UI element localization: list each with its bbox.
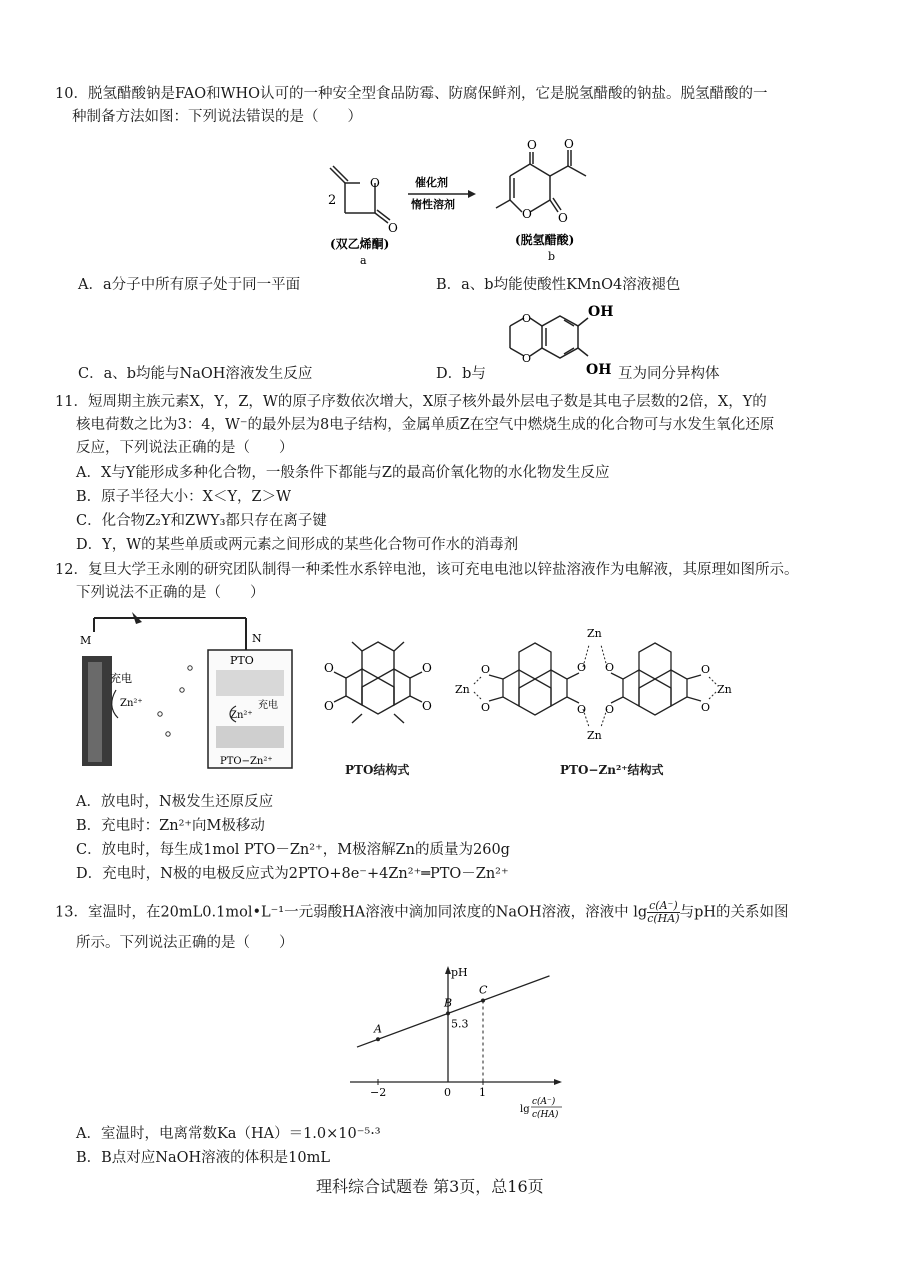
q12-option-b: B．充电时：Zn²⁺向M极移动 bbox=[76, 818, 265, 834]
q10-option-d-structure bbox=[500, 298, 620, 380]
q12-stem-line1: 12．复旦大学王永刚的研究团队制得一种柔性水系锌电池，该可充电电池以锌盐溶液作为电解液，其原理如图所示。 bbox=[55, 562, 799, 578]
label-a: a bbox=[360, 254, 367, 266]
coefficient: 2 bbox=[328, 193, 337, 208]
label-b: b bbox=[548, 250, 556, 263]
atom-o: O bbox=[324, 699, 334, 713]
condition-catalyst: 催化剂 bbox=[415, 176, 448, 189]
q13-option-b: B．B点对应NaOH溶液的体积是10mL bbox=[76, 1150, 331, 1166]
q12-option-a: A．放电时，N极发生还原反应 bbox=[76, 794, 274, 810]
point-label-c: C bbox=[479, 983, 488, 997]
q13-option-a: A．室温时，电离常数Ka（HA）＝1.0×10⁻⁵·³ bbox=[76, 1126, 381, 1142]
q11-option-a: A．X与Y能形成多种化合物，一般条件下都能与Z的最高价氧化物的水化物发生反应 bbox=[76, 465, 610, 481]
data-point-b bbox=[446, 1011, 450, 1015]
oh-bottom: OH bbox=[586, 362, 612, 378]
x-tick-label: 1 bbox=[479, 1086, 486, 1099]
page-footer: 理科综合试题卷 第3页，总16页 bbox=[316, 1177, 544, 1196]
zn-right: Zn bbox=[717, 683, 732, 696]
q12-stem-line2: 下列说法不正确的是（ ） bbox=[76, 585, 265, 601]
electrode-m: M bbox=[80, 634, 92, 647]
pto-zn-caption: PTO−Zn²⁺结构式 bbox=[560, 763, 664, 777]
q13-stem-line2: 所示。下列说法正确的是（ ） bbox=[76, 935, 294, 951]
atom-o: O bbox=[577, 703, 587, 716]
atom-o: O bbox=[481, 663, 491, 676]
q11-stem-line1: 11．短周期主族元素X，Y，Z，W的原子序数依次增大，X原子核外最外层电子数是其电子层数的2倍，X，Y的 bbox=[55, 394, 767, 410]
atom-o: O bbox=[522, 312, 532, 325]
atom-o: O bbox=[422, 699, 432, 713]
x-axis-label: lg bbox=[520, 1104, 530, 1115]
label-charge-right: 充电 bbox=[258, 700, 278, 711]
q11-stem-line2: 核电荷数之比为3：4，W⁻的最外层为8电子结构，金属单质Z在空气中燃烧生成的化合物可与水发生氧化还原 bbox=[76, 417, 775, 433]
atom-o: O bbox=[564, 137, 574, 151]
zn-bottom: Zn bbox=[587, 729, 602, 742]
ratio-fraction bbox=[647, 900, 680, 925]
q10-stem-line1: 10．脱氢醋酸钠是FAO和WHO认可的一种安全型食品防霉、防腐保鲜剂，它是脱氢醋酸的钠盐。脱氢醋酸的一 bbox=[55, 86, 768, 102]
label-charge-left: 充电 bbox=[110, 672, 132, 685]
pto-caption: PTO结构式 bbox=[345, 763, 410, 777]
q12-option-d: D．充电时，N极的电极反应式为2PTO+8e⁻+4Zn²⁺═PTO－Zn²⁺ bbox=[76, 866, 509, 882]
atom-o: O bbox=[558, 211, 568, 225]
atom-o: O bbox=[324, 661, 334, 675]
name-a: (双乙烯酮) bbox=[330, 237, 390, 251]
electrode-n: N bbox=[252, 632, 262, 645]
atom-o: O bbox=[422, 661, 432, 675]
x-axis-label-numerator: c(A⁻) bbox=[532, 1097, 556, 1107]
q10-option-d-post: 互为同分异构体 bbox=[618, 366, 720, 382]
label-pto-zn: PTO−Zn²⁺ bbox=[220, 756, 273, 767]
q10-option-b: B．a、b均能使酸性KMnO4溶液褪色 bbox=[436, 277, 681, 293]
name-b: (脱氢醋酸) bbox=[515, 233, 575, 247]
atom-o: O bbox=[522, 352, 532, 365]
label-zn-right: Zn²⁺ bbox=[230, 710, 253, 721]
data-point-a bbox=[376, 1037, 380, 1041]
x-tick-label: 0 bbox=[444, 1086, 451, 1099]
atom-o: O bbox=[522, 207, 532, 221]
q10-option-d-pre: D．b与 bbox=[436, 366, 486, 382]
q11-option-d: D．Y，W的某些单质或两元素之间形成的某些化合物可作水的消毒剂 bbox=[76, 537, 519, 553]
label-zn-left: Zn²⁺ bbox=[120, 698, 143, 709]
point-label-b: B bbox=[444, 996, 453, 1010]
atom-o: O bbox=[481, 701, 491, 714]
annotation-5-3: 5.3 bbox=[451, 1017, 469, 1031]
atom-o: O bbox=[527, 138, 537, 152]
point-label-a: A bbox=[374, 1022, 382, 1036]
q11-option-c: C．化合物Z₂Y和ZWY₃都只存在离子键 bbox=[76, 513, 327, 529]
zn-top: Zn bbox=[587, 627, 602, 640]
zn-left: Zn bbox=[455, 683, 470, 696]
oh-top: OH bbox=[588, 304, 614, 320]
atom-o: O bbox=[370, 176, 380, 190]
condition-solvent: 惰性溶剂 bbox=[411, 198, 455, 211]
fraction-denominator: c(HA) bbox=[647, 912, 680, 925]
x-axis-arrow bbox=[554, 1079, 562, 1085]
data-point-c bbox=[481, 998, 485, 1002]
q13-stem-line1 bbox=[55, 900, 789, 925]
q11-option-b: B．原子半径大小：X＜Y，Z＞W bbox=[76, 489, 292, 505]
q10-stem-line2: 种制备方法如图：下列说法错误的是（ ） bbox=[72, 109, 362, 125]
q10-option-a: A．a分子中所有原子处于同一平面 bbox=[78, 277, 301, 293]
lg-symbol: lg bbox=[633, 904, 648, 921]
q10-option-c: C．a、b均能与NaOH溶液发生反应 bbox=[78, 366, 313, 382]
series-line bbox=[357, 976, 550, 1047]
q13-stem-pre: 13．室温时，在20mL0.1mol•L⁻¹一元弱酸HA溶液中滴加同浓度的NaOH溶液，溶液中 bbox=[55, 904, 629, 921]
q11-stem-line3: 反应，下列说法正确的是（ ） bbox=[76, 440, 294, 456]
x-axis-label-denominator: c(HA) bbox=[532, 1110, 559, 1120]
q12-battery-diagram bbox=[70, 610, 310, 775]
ph-chart bbox=[340, 960, 600, 1120]
x-tick-label: −2 bbox=[370, 1086, 387, 1099]
atom-o: O bbox=[605, 661, 615, 674]
q10-reaction-scheme bbox=[300, 136, 630, 266]
pto-zn-structure bbox=[455, 615, 735, 755]
pto-structure bbox=[318, 620, 438, 740]
y-axis-label: pH bbox=[451, 966, 468, 979]
q12-option-c: C．放电时，每生成1mol PTO－Zn²⁺，M极溶解Zn的质量为260g bbox=[76, 842, 510, 858]
fraction-numerator: c(A⁻) bbox=[649, 899, 678, 912]
atom-o: O bbox=[577, 661, 587, 674]
atom-o: O bbox=[605, 703, 615, 716]
atom-o: O bbox=[701, 701, 711, 714]
label-pto: PTO bbox=[230, 654, 254, 667]
q13-stem-post: 与pH的关系如图 bbox=[679, 904, 789, 921]
atom-o: O bbox=[388, 221, 398, 235]
atom-o: O bbox=[701, 663, 711, 676]
